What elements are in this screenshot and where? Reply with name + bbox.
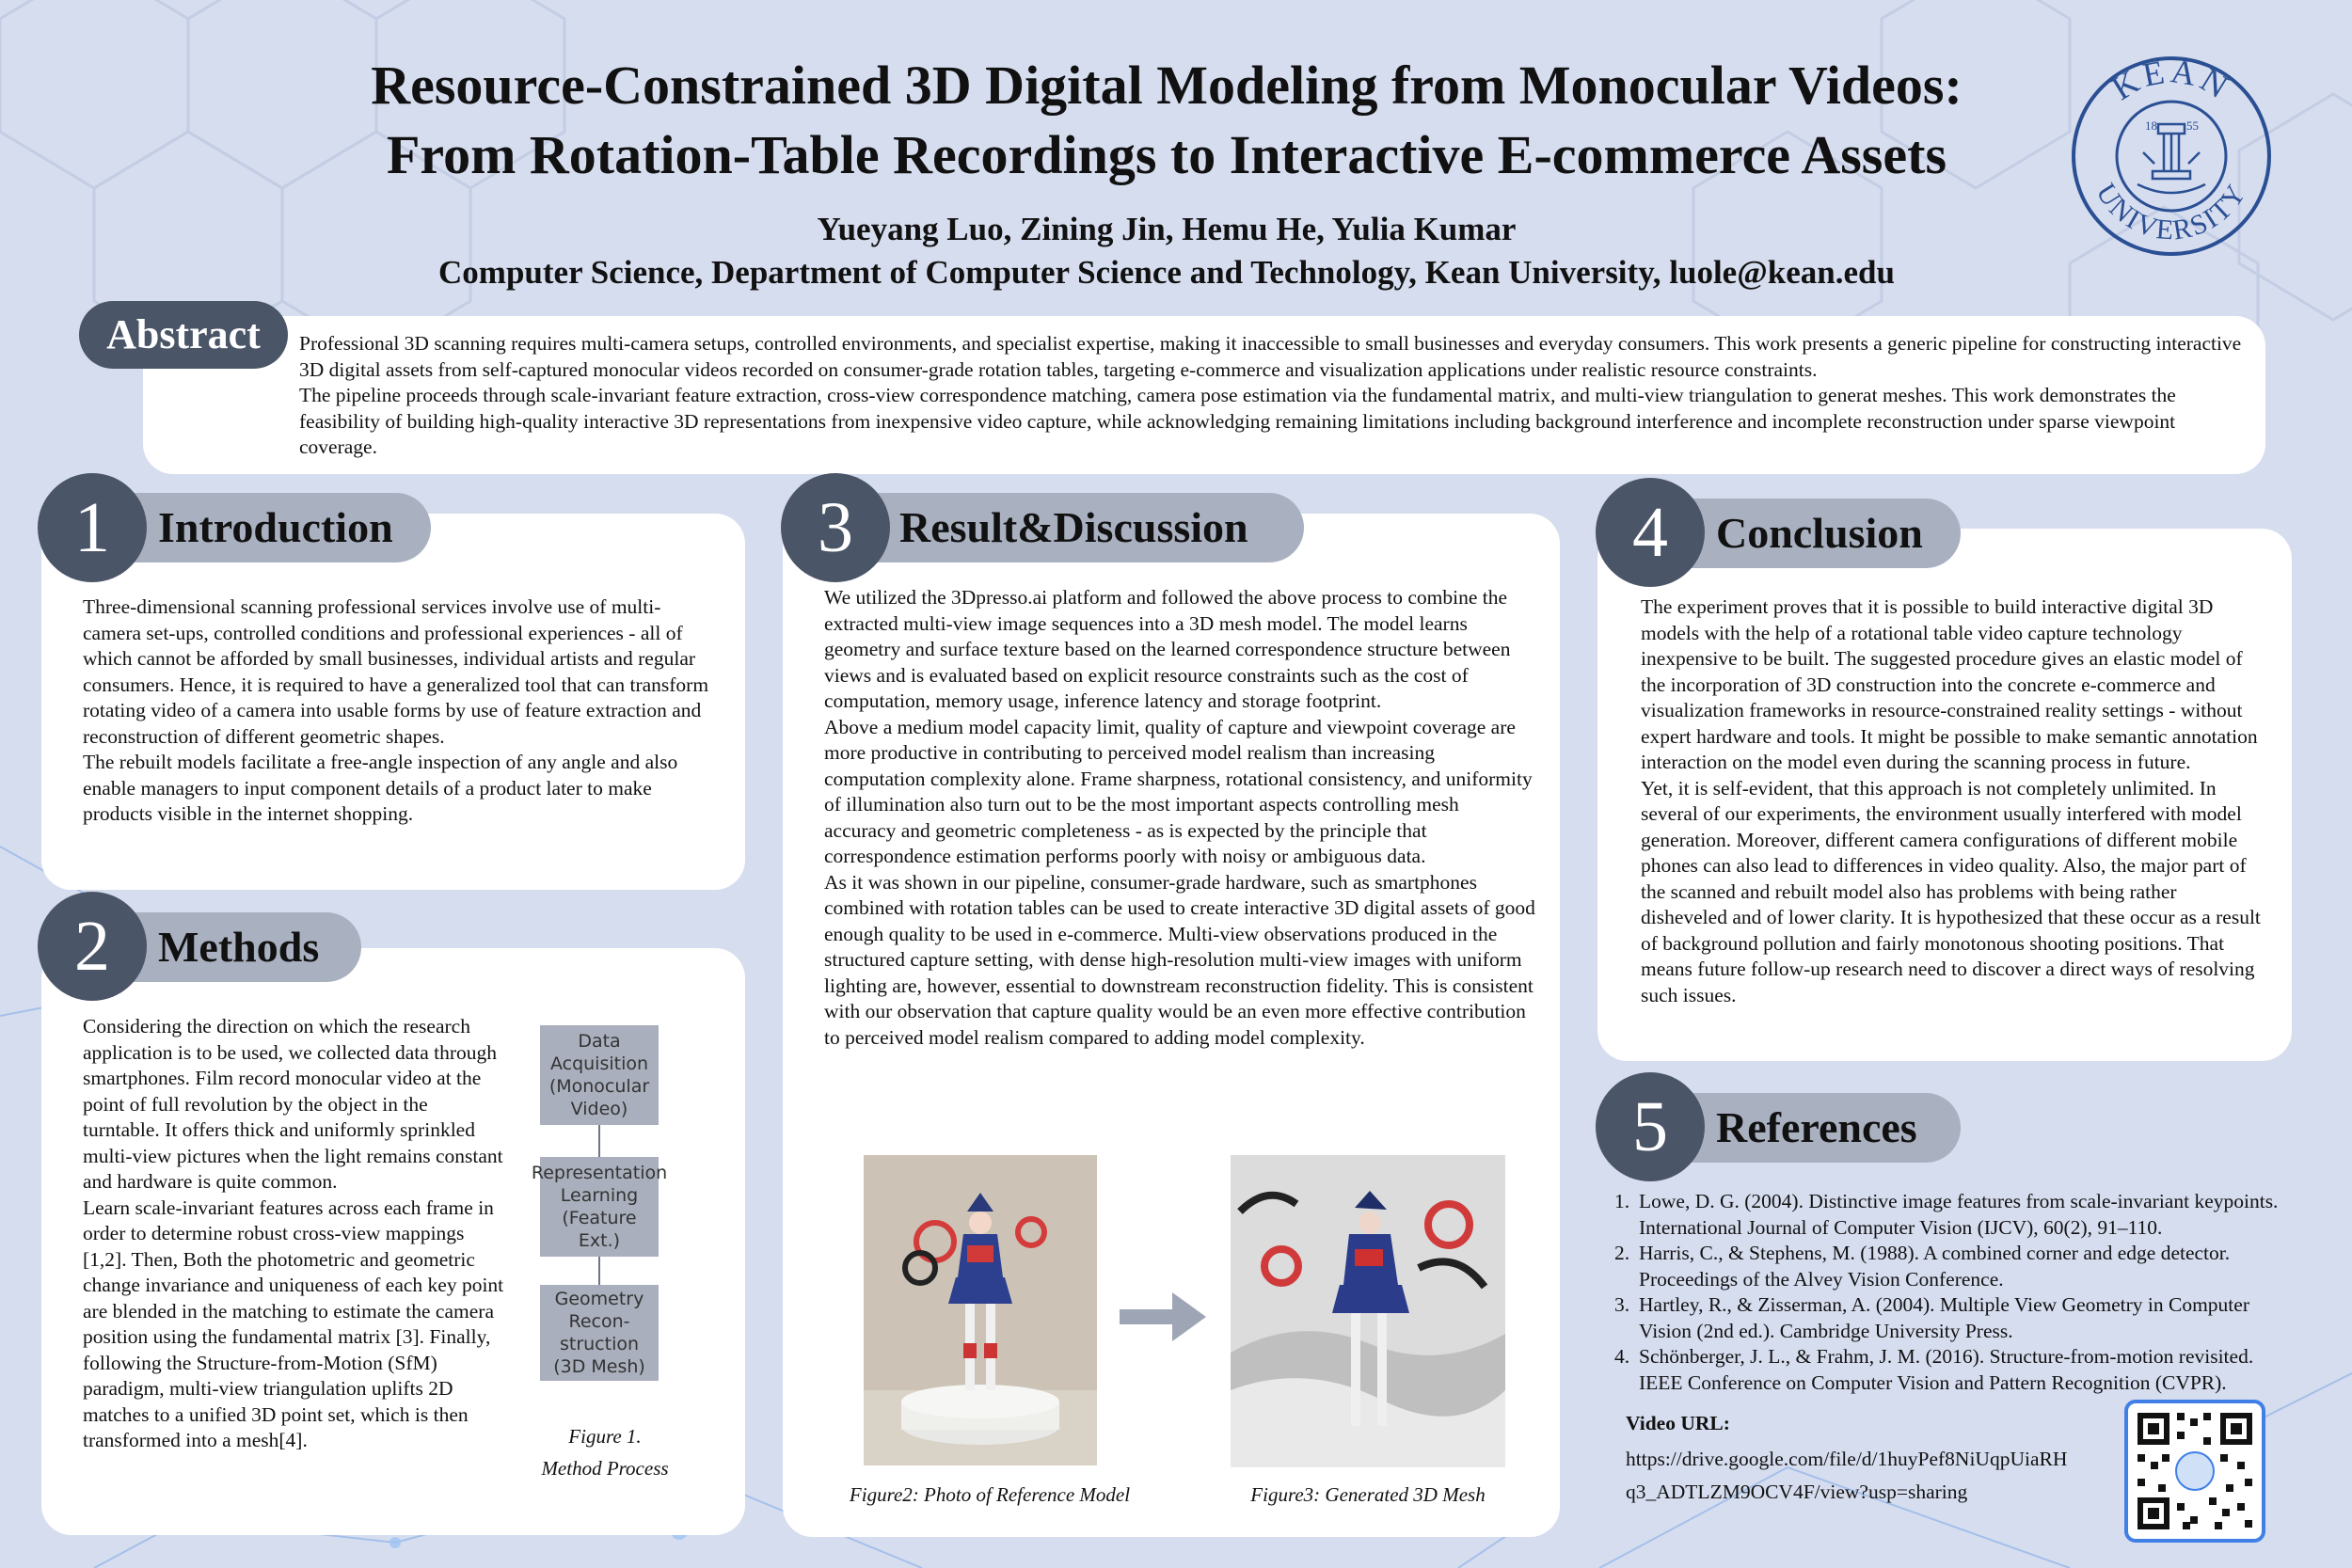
results-paragraph-1: We utilized the 3Dpresso.ai platform and followed the above process to combine the extracted multi-view image sequences into a 3D mesh model. The model learns geometry and surface texture based on the learned correspondence structure between views and is evaluated based on explicit resource constraints such as the cost of computation, memory usage, inference latency and storage footprint. <box>824 586 1511 712</box>
abstract-paragraph-2: The pipeline proceeds through scale-invariant feature extraction, cross-view correspondence matching, camera pose estimation via the fundamental matrix, and multi-view triangulation to generat meshes. This work demonstrates the feasibility of building high-quality interactive 3D representations from inexpensive video capture, while acknowledging remaining limitations including background interference and incomplete reconstruction under sparse viewpoint coverage. <box>299 384 2176 458</box>
flow-step-geometry-reconstruction: Geometry Recon- struction (3D Mesh) <box>540 1285 659 1381</box>
introduction-number: 1 <box>38 473 147 582</box>
methods-heading: Methods <box>41 912 361 982</box>
figure2-caption: Figure2: Photo of Reference Model <box>849 1483 1131 1506</box>
introduction-heading: Introduction <box>41 493 431 562</box>
flow-connector-2 <box>598 1257 600 1285</box>
title-line-2: From Rotation-Table Recordings to Interactive E-commerce Assets <box>386 124 1947 185</box>
abstract-text <box>299 331 2256 461</box>
reference-item: 2. Harris, C., & Stephens, M. (1988). A combined corner and edge detector. Proceedings of the Alvey Vision Conference. <box>1614 1242 2231 1291</box>
introduction-paragraph-2: The rebuilt models facilitate a free-angle inspection of any angle and also enable managers to input component details of a product later to make products visible in the internet shopping. <box>83 751 678 825</box>
results-text <box>824 585 1535 1051</box>
results-paragraph-3: As it was shown in our pipeline, consumer-grade hardware, such as smartphones combined with rotation tables can be used to create interactive 3D digital assets of good enough quality to be used in e-commerce. Multi-view observations produced in the structured capture setting, with dense high-resolution multi-view images with uniform lighting are, however, essential to downstream reconstruction fidelity. This is consistent with our observation that capture quality would be an even more effective contribution to perceived model realism compared to adding model complexity. <box>824 870 1535 1049</box>
flow-step-data-acquisition: Data Acquisition (Monocular Video) <box>540 1025 659 1125</box>
figure3-caption: Figure3: Generated 3D Mesh <box>1250 1483 1486 1506</box>
reference-item: 1. Lowe, D. G. (2004). Distinctive image features from scale-invariant keypoints. International Journal of Computer Vision (IJCV), 60(2), 91–110. <box>1614 1190 2279 1239</box>
methods-paragraph-2: Learn scale-invariant features across each frame in order to determine robust cross-view mappings [1,2]. Then, Both the photometric and geometric change invariance and uniqueness of each key point are blended in the matching to estimate the camera position using the fundamental matrix [3]. Finally, following the Structure-from-Motion (SfM) paradigm, multi-view triangulation uplifts 2D matches to a unified 3D point set, which is then transformed into a mesh[4]. <box>83 1196 504 1451</box>
figure1-caption: Figure 1. Method Process <box>541 1425 669 1480</box>
video-url-label: Video URL: <box>1626 1412 1730 1434</box>
introduction-text <box>83 594 715 828</box>
references-list <box>1614 1189 2292 1396</box>
authors: Yueyang Luo, Zining Jin, Hemu He, Yulia Kumar <box>817 211 1517 247</box>
methods-paragraph-1: Considering the direction on which the research application is to be used, we collected data through smartphones. Film record monocular video at the point of full revolution by the object in the turntable. It offers thick and uniformly sprinkled multi-view pictures when the light remains constant and hardware is quite common. <box>83 1015 503 1193</box>
affiliation: Computer Science, Department of Computer Science and Technology, Kean University, luole@kean.edu <box>438 254 1895 291</box>
abstract-paragraph-1: Professional 3D scanning requires multi-camera setups, controlled environments, and specialist expertise, making it inaccessible to small businesses and everyday consumers. This work presents a generic pipeline for constructing interactive 3D digital assets from self-captured monocular videos recorded on consumer-grade rotation tables, targeting e-commerce and visualization applications under realistic resource constraints. <box>299 332 2242 381</box>
figure2-reference-photo <box>864 1155 1097 1465</box>
svg-text:KEAN: KEAN <box>2105 55 2238 108</box>
flow-step-representation-learning: Representation Learning (Feature Ext.) <box>540 1157 659 1257</box>
qr-code[interactable] <box>2124 1400 2265 1543</box>
references-number: 5 <box>1596 1072 1705 1181</box>
introduction-paragraph-1: Three-dimensional scanning professional services involve use of multi-camera set-ups, controlled conditions and professional experiences - all of which cannot be afforded by small businesses, individual artists and regular consumers. Hence, it is required to have a generalized tool that can transform rotating video of a camera into usable forms by use of feature extraction and reconstruction of different geometric shapes. <box>83 595 709 748</box>
figure3-generated-mesh <box>1231 1155 1505 1467</box>
video-url-link[interactable]: https://drive.google.com/file/d/1huyPef8NiUqpUiaRH q3_ADTLZM9OCV4F/view?usp=sharing <box>1626 1448 2068 1503</box>
kean-university-logo <box>2070 55 2273 258</box>
methods-number: 2 <box>38 892 147 1001</box>
svg-text:18: 18 <box>2145 119 2157 133</box>
conclusion-text <box>1641 594 2265 1008</box>
arrow-icon <box>1120 1292 1206 1341</box>
results-paragraph-2: Above a medium model capacity limit, quality of capture and viewpoint coverage are more productive in contributing to perceived model realism than increasing computation complexity alone. Frame sharpness, rotational consistency, and uniformity of illumination also turn out to be the most important aspects controlling mesh accuracy and geometric completeness - as is expected by the principle that correspondence estimation performs poorly with noisy or ambiguous data. <box>824 715 1533 867</box>
conclusion-heading: Conclusion <box>1599 499 1961 568</box>
reference-item: 4. Schönberger, J. L., & Frahm, J. M. (2016). Structure-from-motion revisited. IEEE Conference on Computer Vision and Pattern Recognition (CVPR). <box>1614 1345 2254 1394</box>
conclusion-paragraph-2: Yet, it is self-evident, that this approach is not completely unlimited. In several of our experiments, the environment usually interfered with model generation. Moreover, different camera configurations of different mobile phones can also lead to differences in video quality. Also, the major part of the scanned and rebuilt model also has problems with being rather disheveled and of lower clarity. It is hypothesized that these occur as a result of background pollution and fairly monotonous shooting positions. That means future follow-up research need to discover a direct ways of resolving such issues. <box>1641 776 2261 1006</box>
abstract-label: Abstract <box>79 301 288 369</box>
reference-item: 3. Hartley, R., & Zisserman, A. (2004). Multiple View Geometry in Computer Vision (2nd ed.). Cambridge University Press. <box>1614 1293 2249 1342</box>
poster-title <box>226 51 2107 190</box>
methods-text <box>83 1014 506 1454</box>
results-heading: Result&Discussion <box>783 493 1304 562</box>
svg-text:UNIVERSITY: UNIVERSITY <box>2090 178 2253 246</box>
title-line-1: Resource-Constrained 3D Digital Modeling from Monocular Videos: <box>371 55 1963 116</box>
references-heading: References <box>1599 1093 1961 1163</box>
flow-connector-1 <box>598 1125 600 1157</box>
conclusion-paragraph-1: The experiment proves that it is possible to build interactive digital 3D models with the help of a rotational table video capture technology inexpensive to be built. The suggested procedure gives an elastic model of the incorporation of 3D construction into the concrete e-commerce and visualization frameworks in resource-constrained reality settings - without expert hardware and tools. It might be possible to make semantic annotation interaction on the model even during the scanning process in future. <box>1641 595 2258 773</box>
results-number: 3 <box>781 473 890 582</box>
svg-text:55: 55 <box>2186 119 2199 133</box>
conclusion-number: 4 <box>1596 478 1705 587</box>
